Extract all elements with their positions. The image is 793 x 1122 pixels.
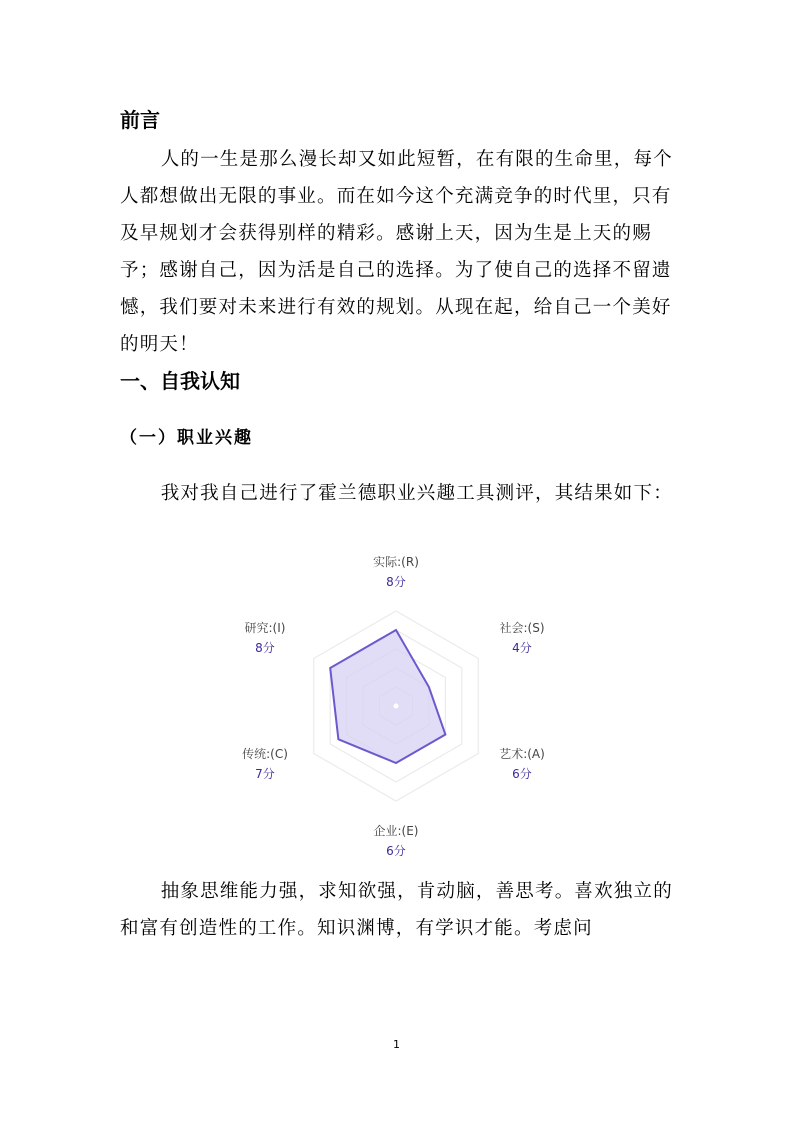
radar-axis-label: 实际:(R)	[373, 555, 419, 569]
radar-axis-label: 传统:(C)	[242, 747, 288, 761]
subsection-heading-career-interest: （一）职业兴趣	[120, 428, 253, 448]
preface-paragraph: 人的一生是那么漫长却又如此短暂，在有限的生命里，每个人都想做出无限的事业。而在如今这个充满竞争的时代里，只有及早规划才会获得别样的精彩。感谢上天，因为生是上天的赐予；感谢自己，因为活是自己的选择。为了使自己的选择不留遗憾，我们要对未来进行有效的规划。从现在起，给自己一个美好的明天！	[120, 149, 673, 355]
radar-axis-label: 研究:(I)	[244, 621, 286, 635]
radar-value-label: 6分	[512, 767, 532, 781]
radar-series-area	[330, 630, 445, 763]
analysis-paragraph: 抽象思维能力强，求知欲强，肯动脑，善思考。喜欢独立的和富有创造性的工作。知识渊博，有学识才能。考虑问	[120, 881, 673, 939]
radar-value-label: 6分	[386, 844, 406, 858]
intro-paragraph: 我对我自己进行了霍兰德职业兴趣工具测评，其结果如下：	[160, 483, 673, 504]
radar-series	[330, 630, 445, 763]
radar-axis-label: 艺术:(A)	[499, 747, 545, 761]
radar-center-dot	[394, 704, 399, 709]
radar-axis-label: 企业:(E)	[373, 824, 419, 838]
page-number: 1	[393, 1038, 400, 1051]
holland-radar-chart	[220, 548, 573, 868]
radar-value-label: 7分	[255, 767, 275, 781]
radar-value-label: 8分	[255, 641, 275, 655]
radar-chart-svg	[220, 548, 573, 868]
radar-axis-label: 社会:(S)	[499, 621, 545, 635]
radar-value-label: 4分	[512, 641, 532, 655]
radar-value-label: 8分	[386, 575, 406, 589]
preface-heading: 前言	[120, 108, 160, 132]
section-heading-self-awareness: 一、自我认知	[120, 369, 240, 393]
